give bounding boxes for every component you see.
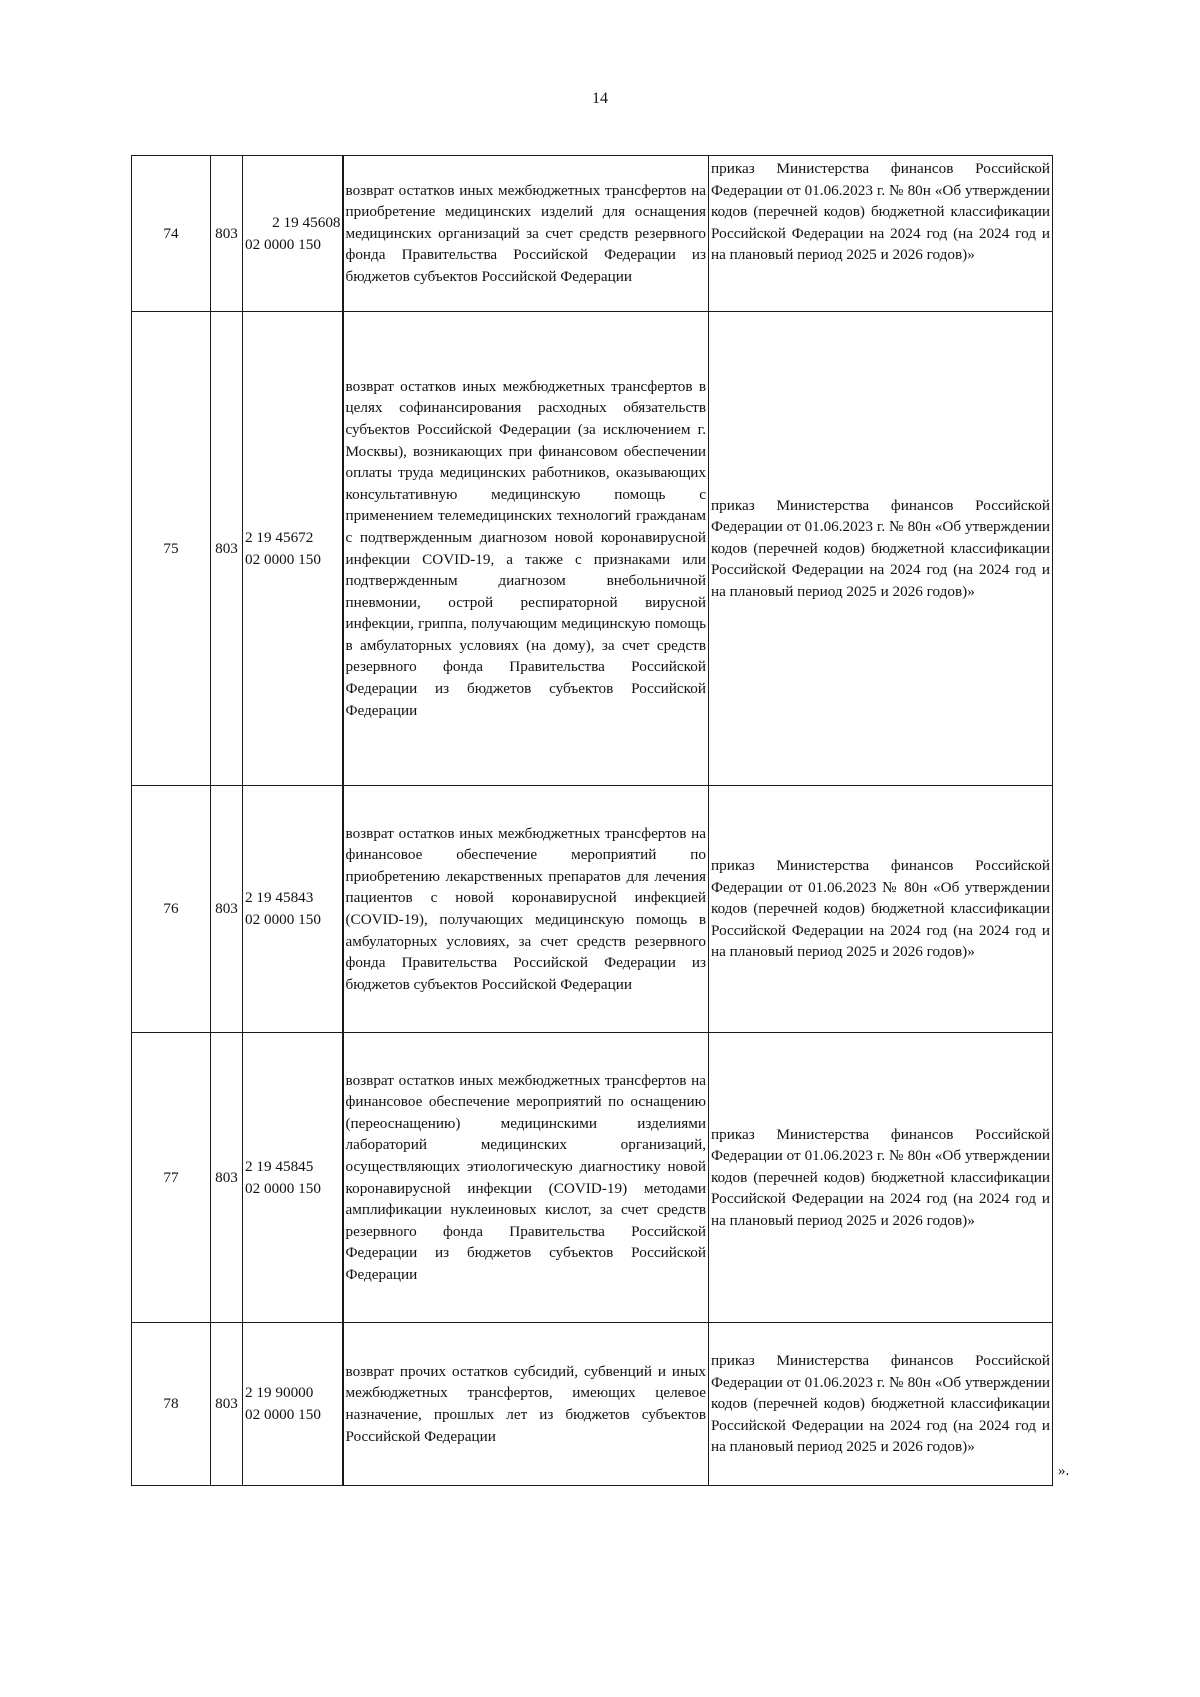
income-name: возврат остатков иных межбюджетных трансфертов на приобретение медицинских изделий для оснащения медицинских организаций за счет средств резервного фонда Правительства Российской Федерации из бюджетов субъектов Российской Федерации [343, 156, 709, 312]
admin-code: 803 [211, 312, 243, 786]
budget-code [243, 1323, 343, 1486]
row-number: 78 [132, 1323, 211, 1486]
table-row [132, 1323, 1053, 1486]
table-row [132, 1033, 1053, 1323]
budget-code-line2: 02 0000 150 [245, 550, 321, 568]
budget-code-line2: 02 0000 150 [245, 1179, 321, 1197]
budget-code [243, 786, 343, 1033]
budget-code-line1: 2 19 45608 [272, 213, 341, 231]
budget-code-line1: 2 19 45843 [245, 889, 314, 907]
admin-code: 803 [211, 156, 243, 312]
income-name: возврат остатков иных межбюджетных трансфертов на финансовое обеспечение мероприятий по оснащению (переоснащению) медицинскими изделиями лабораторий медицинских организаций, осуществляющих этиологическую диагностику новой коронавирусной инфекции (COVID-19) методами амплификации нуклеиновых кислот, за счет средств резервного фонда Правительства Российской Федерации из бюджетов субъектов Российской Федерации [343, 1033, 709, 1323]
legal-basis: приказ Министерства финансов Российской Федерации от 01.06.2023 г. № 80н «Об утверждении кодов (перечней кодов) бюджетной классификации Российской Федерации на 2024 год (на 2024 год и на плановый период 2025 и 2026 годов)» [709, 156, 1053, 312]
income-name: возврат остатков иных межбюджетных трансфертов в целях софинансирования расходных обязательств субъектов Российской Федерации (за исключением г. Москвы), возникающих при финансовом обеспечении оплаты труда медицинских работников, оказывающих консультативную медицинскую помощь с применением телемедицинских технологий гражданам с подтвержденным диагнозом новой коронавирусной инфекции COVID-19, а также с признаками или подтвержденным диагнозом внебольничной пневмонии, острой респираторной вирусной инфекции, гриппа, получающим медицинскую помощь в амбулаторных условиях (на дому), за счет средств резервного фонда Правительства Российской Федерации из бюджетов субъектов Российской Федерации [343, 312, 709, 786]
budget-code-line1: 2 19 45845 [245, 1157, 314, 1175]
legal-basis: приказ Министерства финансов Российской Федерации от 01.06.2023 г. № 80н «Об утверждении кодов (перечней кодов) бюджетной классификации Российской Федерации на 2024 год (на 2024 год и на плановый период 2025 и 2026 годов)» [709, 312, 1053, 786]
budget-code [243, 156, 343, 312]
admin-code: 803 [211, 786, 243, 1033]
budget-code-line2: 02 0000 150 [245, 1406, 321, 1423]
budget-code-line2: 02 0000 150 [245, 911, 321, 928]
row-number: 74 [132, 156, 211, 312]
legal-basis: приказ Министерства финансов Российской Федерации от 01.06.2023 г. № 80н «Об утверждении кодов (перечней кодов) бюджетной классификации Российской Федерации на 2024 год (на 2024 год и на плановый период 2025 и 2026 годов)» [709, 1323, 1053, 1486]
table-row [132, 786, 1053, 1033]
budget-code [243, 312, 343, 786]
budget-codes-table [131, 155, 1053, 1486]
legal-basis: приказ Министерства финансов Российской Федерации от 01.06.2023 № 80н «Об утверждении кодов (перечней кодов) бюджетной классификации Российской Федерации на 2024 год (на 2024 год и на плановый период 2025 и 2026 годов)» [709, 786, 1053, 1033]
budget-code-line1: 2 19 45672 [245, 528, 314, 546]
row-number: 75 [132, 312, 211, 786]
row-number: 76 [132, 786, 211, 1033]
admin-code: 803 [211, 1323, 243, 1486]
income-name: возврат прочих остатков субсидий, субвенций и иных межбюджетных трансфертов, имеющих целевое назначение, прошлых лет из бюджетов субъектов Российской Федерации [343, 1323, 709, 1486]
budget-code [243, 1033, 343, 1323]
closing-quote-mark: ». [1058, 1463, 1070, 1479]
budget-code-line1: 2 19 90000 [245, 1384, 314, 1402]
budget-code-line2: 02 0000 150 [245, 235, 321, 253]
legal-basis: приказ Министерства финансов Российской Федерации от 01.06.2023 г. № 80н «Об утверждении кодов (перечней кодов) бюджетной классификации Российской Федерации на 2024 год (на 2024 год и на плановый период 2025 и 2026 годов)» [709, 1033, 1053, 1323]
table-row [132, 312, 1053, 786]
admin-code: 803 [211, 1033, 243, 1323]
page-number: 14 [592, 90, 608, 107]
row-number: 77 [132, 1033, 211, 1323]
table-row [132, 156, 1053, 312]
income-name: возврат остатков иных межбюджетных трансфертов на финансовое обеспечение мероприятий по приобретению лекарственных препаратов для лечения пациентов с новой коронавирусной инфекцией (COVID-19), получающих медицинскую помощь в амбулаторных условиях, за счет средств резервного фонда Правительства Российской Федерации из бюджетов субъектов Российской Федерации [343, 786, 709, 1033]
